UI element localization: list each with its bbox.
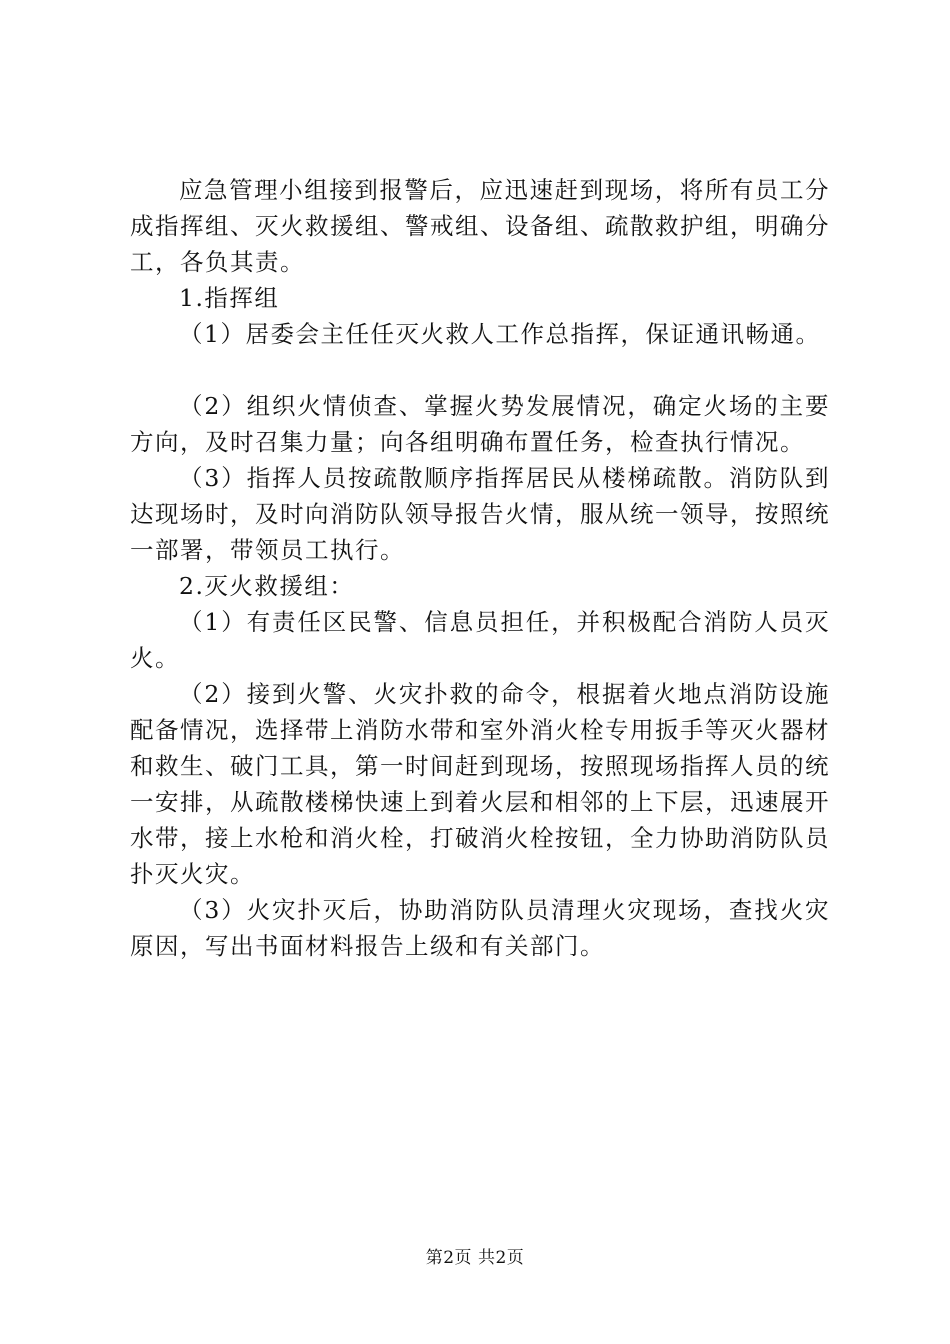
section-heading-firefighting-group: 2.灭火救援组： xyxy=(179,572,355,600)
section-heading-command-group: 1.指挥组 xyxy=(179,284,280,312)
command-item-3: （3）指挥人员按疏散顺序指挥居民从楼梯疏散。消防队到达现场时，及时向消防队领导报告火情，服从统一领导，按照统一部署，带领员工执行。 xyxy=(130,464,830,564)
page-number-footer: 第2页 共2页 xyxy=(425,1248,525,1268)
document-body xyxy=(130,172,830,964)
firefighting-item-2: （2）接到火警、火灾扑救的命令，根据着火地点消防设施配备情况，选择带上消防水带和室外消火栓专用扳手等灭火器材和救生、破门工具，第一时间赶到现场，按照现场指挥人员的统一安排，从疏散楼梯快速上到着火层和相邻的上下层，迅速展开水带，接上水枪和消火栓，打破消火栓按钮，全力协助消防队员扑灭火灾。 xyxy=(130,680,830,888)
command-item-1: （1）居委会主任任灭火救人工作总指挥，保证通讯畅通。 xyxy=(179,320,821,348)
intro-paragraph: 应急管理小组接到报警后，应迅速赶到现场，将所有员工分成指挥组、灭火救援组、警戒组、设备组、疏散救护组，明确分工，各负其责。 xyxy=(130,176,830,276)
firefighting-item-1: （1）有责任区民警、信息员担任，并积极配合消防人员灭火。 xyxy=(130,608,830,672)
firefighting-item-3: （3）火灾扑灭后，协助消防队员清理火灾现场，查找火灾原因，写出书面材料报告上级和有关部门。 xyxy=(130,896,830,960)
command-item-2: （2）组织火情侦查、掌握火势发展情况，确定火场的主要方向，及时召集力量；向各组明确布置任务，检查执行情况。 xyxy=(130,392,830,456)
